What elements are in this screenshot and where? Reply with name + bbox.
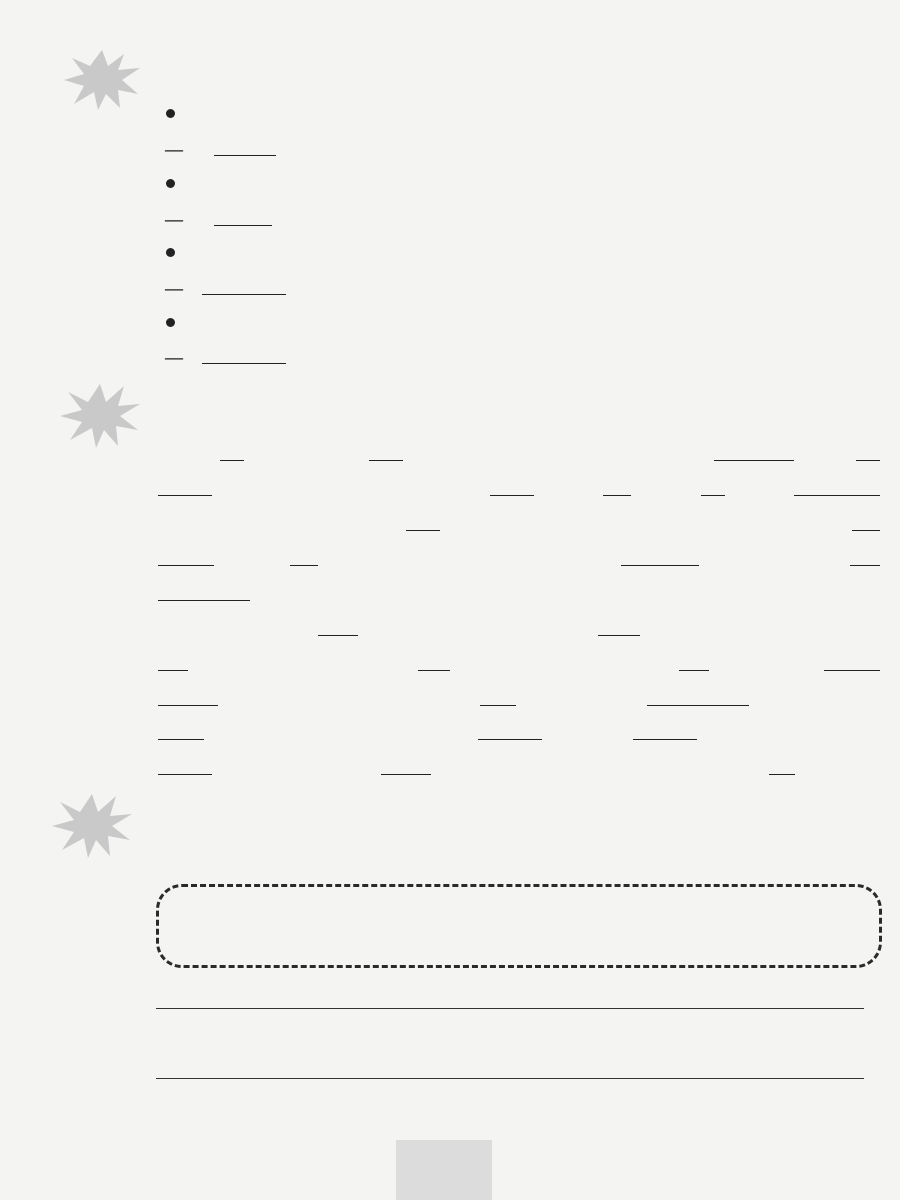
ex3-text-line-5 (158, 582, 250, 606)
fill-blank[interactable] (406, 512, 440, 531)
fill-blank[interactable] (633, 721, 697, 740)
fill-blank[interactable] (214, 137, 276, 156)
ex3-text-line-2 (158, 477, 880, 501)
fill-blank[interactable] (701, 477, 725, 496)
fill-blank[interactable] (202, 345, 286, 364)
ex3-text-line-9 (158, 721, 880, 745)
fill-blank[interactable] (158, 687, 218, 706)
fill-blank[interactable] (202, 276, 286, 295)
bullet-icon (166, 179, 175, 188)
fill-blank[interactable] (598, 617, 640, 636)
example-box (156, 884, 882, 968)
fill-blank[interactable] (220, 442, 244, 461)
question-writing-line-1[interactable] (156, 1008, 864, 1009)
ex3-text-line-6 (158, 617, 880, 641)
fill-blank[interactable] (381, 756, 431, 775)
fill-blank[interactable] (158, 582, 250, 601)
fill-blank[interactable] (794, 477, 880, 496)
exercise-number-splat (48, 790, 136, 860)
fill-blank[interactable] (480, 687, 516, 706)
fill-blank[interactable] (769, 756, 795, 775)
ex2-question-3 (158, 241, 197, 265)
fill-blank[interactable] (603, 477, 631, 496)
fill-blank[interactable] (621, 547, 677, 566)
binder-dots-left (8, 60, 32, 1200)
ex2-question-4 (158, 311, 197, 335)
ex3-text-line-3 (158, 512, 880, 536)
fill-blank[interactable] (689, 687, 749, 706)
fill-blank[interactable] (158, 756, 212, 775)
ex3-text-line-10 (158, 756, 880, 780)
fill-blank[interactable] (158, 477, 212, 496)
fill-blank[interactable] (679, 652, 709, 671)
ex2-answer-1: — (158, 137, 276, 161)
exercise-number-splat (62, 46, 142, 112)
fill-blank[interactable] (418, 652, 450, 671)
ex2-answer-3: — (158, 276, 286, 300)
fill-blank[interactable] (824, 652, 880, 671)
ex2-question-1 (158, 102, 197, 126)
fill-blank[interactable] (856, 442, 880, 461)
ex2-question-2 (158, 172, 197, 196)
bullet-icon (166, 109, 175, 118)
page-number (396, 1140, 492, 1200)
ex3-text-line-4 (158, 547, 880, 571)
fill-blank[interactable] (677, 547, 699, 566)
ex3-text-line-8 (158, 687, 880, 711)
bullet-icon (166, 318, 175, 327)
bullet-icon (166, 248, 175, 257)
fill-blank[interactable] (158, 547, 214, 566)
fill-blank[interactable] (214, 207, 272, 226)
fill-blank[interactable] (369, 442, 403, 461)
exercise-number-splat (58, 380, 142, 450)
fill-blank[interactable] (852, 512, 880, 531)
fill-blank[interactable] (647, 687, 689, 706)
fill-blank[interactable] (158, 721, 204, 740)
fill-blank[interactable] (318, 617, 358, 636)
ex3-text-line-1 (158, 442, 880, 466)
fill-blank[interactable] (158, 652, 188, 671)
question-writing-line-2[interactable] (156, 1078, 864, 1079)
fill-blank[interactable] (478, 721, 542, 740)
ex2-answer-4: — (158, 345, 286, 369)
fill-blank[interactable] (850, 547, 880, 566)
ex3-text-line-7 (158, 652, 880, 676)
fill-blank[interactable] (714, 442, 794, 461)
ex2-answer-2: — (158, 207, 272, 231)
fill-blank[interactable] (290, 547, 318, 566)
fill-blank[interactable] (490, 477, 534, 496)
